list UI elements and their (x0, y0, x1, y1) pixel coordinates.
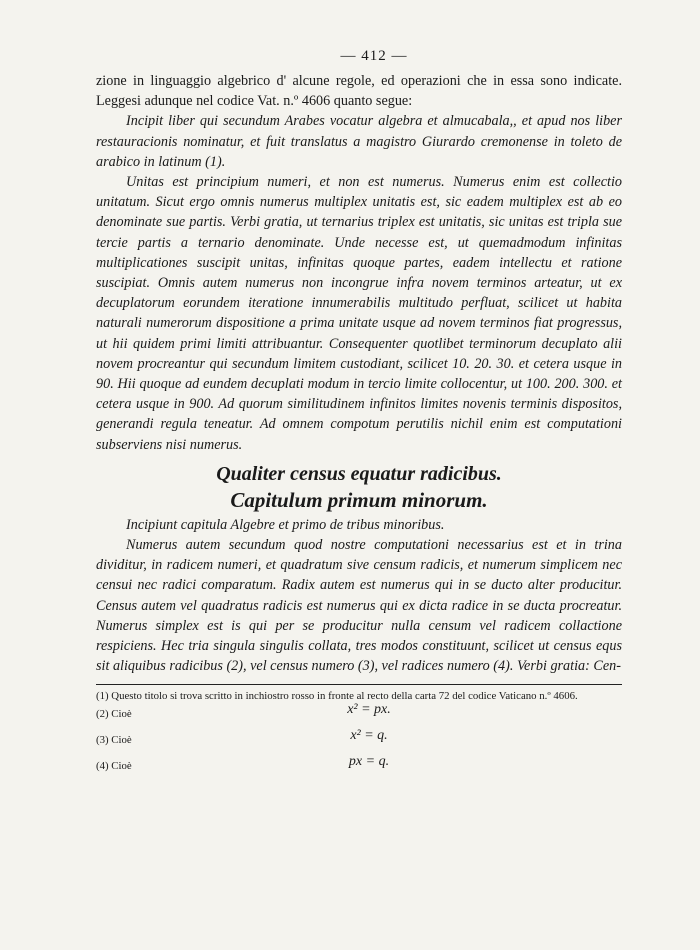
numerus-paragraph: Numerus autem secundum quod nostre computationi necessarius est et in trina dividitur, in radicem numeri, et quadratum sive censum radicis, et numerum simplicem nec censui nec radici comparatum. Radix autem est numerus qui in se ducto alter producitur. Census autem vel quadratus radicis est numerus qui ex dicta radice in se ducta procreatur. Numerus simplex est is qui per se producitur nulla censum vel radicem collactione respiciens. Hec tria singula singulis collata, tres modos constituunt, scilicet ut census equs sit aliquibus radicibus (2), vel census numero (3), vel radices numero (4). Verbi gratia: Cen- (96, 537, 622, 675)
intro-paragraph: zione in linguaggio algebrico d' alcune regole, ed operazioni che in essa sono indicate. Leggesi adunque nel codice Vat. n.º 4606 quanto segue: (96, 73, 622, 110)
footnote-1: (1) Questo titolo si trova scritto in inchiostro rosso in fronte al recto della carta 72 del codice Vaticano n.º 4606. (96, 690, 578, 703)
footnote-4-label: (4) Cioè (96, 760, 132, 773)
footnote-2-equation: x² = px. (347, 702, 391, 718)
footnote-2 (96, 703, 622, 729)
chapter-heading: Capitulum primum minorum. (230, 487, 488, 512)
footnote-3-label: (3) Cioè (96, 734, 132, 747)
footnote-4-equation: px = q. (348, 754, 390, 770)
footnote-3-equation: x² = q. (350, 728, 388, 744)
incipit-paragraph: Incipit liber qui secundum Arabes vocatur algebra et almucabala,, et apud nos liber restauracionis nominatur, et fuit translatus a magistro Giurardo cremonense in toleto de arabico in latinum (1). (96, 113, 622, 170)
unitas-paragraph: Unitas est principium numeri, et non est numerus. Numerus enim est collectio unitatum. Sicut ergo omnis numerus multiplex unitatis est, sic eadem multiplex est ab eo denominate sue partis. Verbi gratia, ut ternarius triplex est unitatis, sic unitas est tripla sue tercie partis a ternario denominate. Unde necesse est, ut quemadmodum infinitas multiplicationes suscipit unitas, infinitas quoque partes, eadem intellectu et ratione suscipiat. Omnis autem numerus non incongrue infra novem terminos arteatur, ut ex decuplatorum eorundem iteratione innumerabilis multitudo perfluat, scilicet ut habita naturali numerorum dispositione a prima unitate usque ad novem terminos fiat progressus, ut hii quidem primi limiti attribuantur. Consequenter quotlibet terminorum decuplato alii novem procreantur qui secundum limitem custodiant, scilicet 10. 20. 30. et cetera usque in 90. Hii quoque ad eundem decuplati modum in tercio limite collocentur, ut 100. 200. 300. et cetera usque in 900. Ad quorum similitudinem infinitos limites novenis terminis dispositos, generandi regula teneatur. Ad omnem compotum perutilis nichil enim est computationi subserviens nisi numerus. (96, 174, 622, 453)
footnotes (96, 689, 622, 781)
section-heading: Qualiter census equatur radicibus. (216, 462, 502, 485)
page-number: — 412 — (340, 48, 408, 64)
footnote-4 (96, 755, 622, 781)
footnote-3 (96, 729, 622, 755)
footnote-2-label: (2) Cioè (96, 708, 132, 721)
chapter-intro-line: Incipiunt capitula Algebre et primo de tribus minoribus. (126, 516, 445, 533)
footnote-divider (96, 684, 622, 685)
